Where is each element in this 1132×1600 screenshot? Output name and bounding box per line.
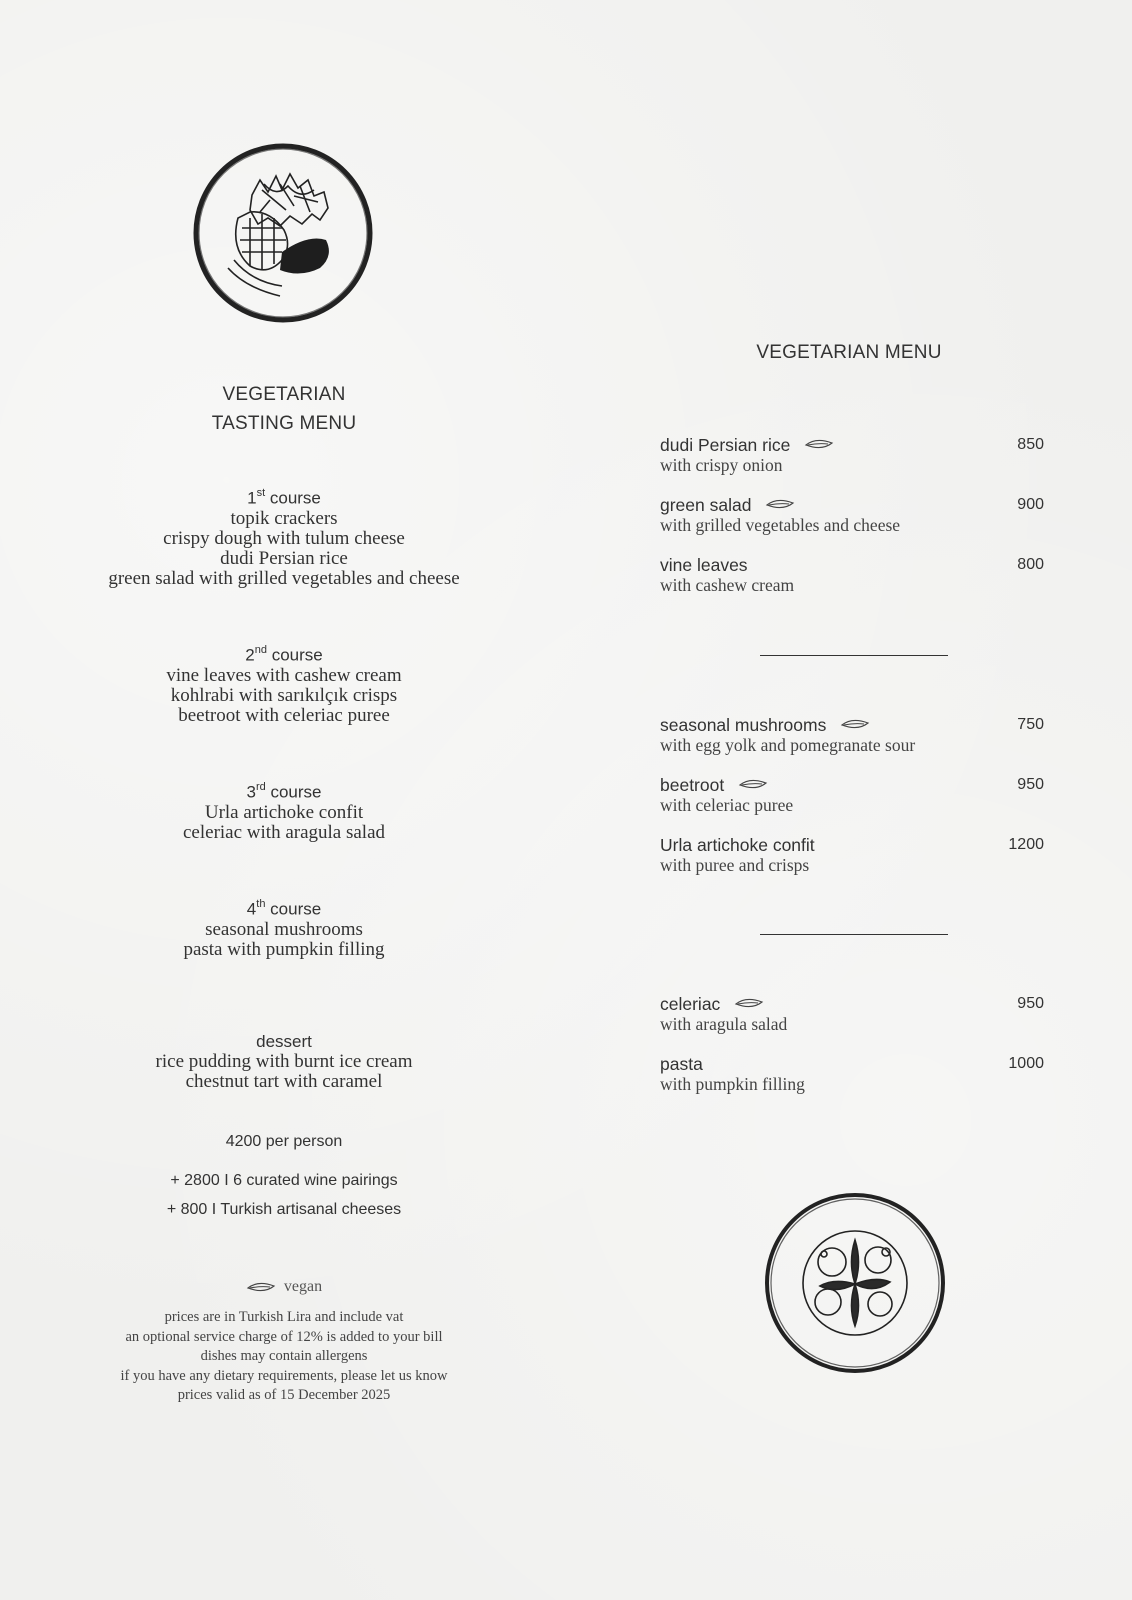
vegetarian-menu-title: VEGETARIAN MENU (756, 342, 942, 363)
course-item: seasonal mushrooms (205, 918, 363, 940)
course-item: crispy dough with tulum cheese (163, 527, 405, 549)
course-item: green salad with grilled vegetables and cheese (108, 567, 460, 589)
menu-item (660, 1054, 1044, 1094)
leaf-icon (246, 1280, 276, 1294)
menu-item (660, 715, 1044, 755)
dish-name: seasonal mushrooms (660, 715, 827, 735)
dish-name: Urla artichoke confit (660, 835, 815, 855)
menu-item (660, 435, 1044, 475)
section-divider (760, 655, 948, 656)
dish-description: with crispy onion (660, 455, 783, 475)
dish-name: pasta (660, 1054, 703, 1074)
cheese-extra: + 800 I Turkish artisanal cheeses (166, 1201, 402, 1218)
vegan-label: vegan (283, 1278, 323, 1295)
dish-name-row (660, 495, 1044, 515)
tasting-price: 4200 per person (225, 1133, 343, 1150)
course-item: kohlrabi with sarıkılçık crisps (170, 684, 398, 706)
course-item: dudi Persian rice (220, 547, 348, 569)
menu-item (660, 495, 1044, 535)
course-heading: dessert (256, 1032, 312, 1051)
leaf-icon (804, 437, 834, 451)
tasting-title-line2: TASTING MENU (211, 413, 357, 434)
course-dessert (40, 1032, 528, 1092)
dish-price: 1200 (1008, 836, 1044, 853)
wine-pairing-extra: + 2800 I 6 curated wine pairings (170, 1172, 398, 1189)
dish-name: dudi Persian rice (660, 435, 791, 455)
course-item: topik crackers (230, 507, 338, 529)
dish-name-row (660, 715, 1044, 735)
dish-name: vine leaves (660, 555, 748, 575)
section-divider (760, 934, 948, 935)
menu-item (660, 835, 1044, 875)
tasting-menu-title (40, 380, 528, 438)
dish-price: 950 (1017, 776, 1044, 793)
plate-illustration-bottom (762, 1190, 948, 1376)
leaf-icon (840, 717, 870, 731)
dish-description: with grilled vegetables and cheese (660, 515, 901, 535)
note-line: prices are in Turkish Lira and include vat (164, 1309, 404, 1325)
dish-description: with egg yolk and pomegranate sour (660, 735, 916, 755)
course-item: vine leaves with cashew cream (166, 664, 402, 686)
leaf-icon (765, 497, 795, 511)
dish-description: with aragula salad (660, 1014, 788, 1034)
leaf-icon (734, 996, 764, 1010)
dish-price: 850 (1017, 436, 1044, 453)
course-item: Urla artichoke confit (204, 801, 364, 823)
dish-price: 800 (1017, 556, 1044, 573)
dish-name-row (660, 775, 1044, 795)
dish-name: beetroot (660, 775, 725, 795)
course-2 (40, 641, 528, 726)
plate-illustration-top (190, 140, 376, 326)
course-4 (40, 895, 528, 960)
dish-description: with puree and crisps (660, 855, 810, 875)
dish-name: green salad (660, 495, 752, 515)
dish-description: with celeriac puree (660, 795, 794, 815)
note-line: prices valid as of 15 December 2025 (177, 1387, 391, 1403)
menu-item (660, 994, 1044, 1034)
dish-name-row (660, 435, 1044, 455)
dish-description: with pumpkin filling (660, 1074, 805, 1094)
note-line: dishes may contain allergens (200, 1348, 368, 1364)
dish-price: 1000 (1008, 1055, 1044, 1072)
dish-price: 950 (1017, 995, 1044, 1012)
dish-price: 900 (1017, 496, 1044, 513)
course-item: celeriac with aragula salad (182, 821, 386, 843)
course-item: beetroot with celeriac puree (178, 704, 390, 726)
dish-description: with cashew cream (660, 575, 795, 595)
course-heading: 3rd course (246, 781, 322, 802)
course-heading: 2nd course (245, 644, 323, 665)
tasting-title-line1: VEGETARIAN (222, 384, 346, 405)
menu-notes (40, 1308, 528, 1406)
course-item: chestnut tart with caramel (185, 1071, 383, 1092)
menu-item (660, 775, 1044, 815)
leaf-icon (738, 777, 768, 791)
vegan-legend (40, 1278, 528, 1296)
dish-price: 750 (1017, 716, 1044, 733)
course-1 (40, 484, 528, 589)
note-line: if you have any dietary requirements, please let us know (120, 1367, 448, 1384)
course-3 (40, 778, 528, 843)
menu-item (660, 555, 1044, 595)
course-heading: 1st course (247, 487, 321, 508)
course-item: rice pudding with burnt ice cream (155, 1051, 413, 1072)
course-heading: 4th course (246, 898, 322, 919)
note-line: an optional service charge of 12% is added to your bill (125, 1328, 443, 1345)
dish-name-row (660, 994, 1044, 1014)
dish-name: celeriac (660, 994, 721, 1014)
course-item: pasta with pumpkin filling (183, 938, 385, 960)
